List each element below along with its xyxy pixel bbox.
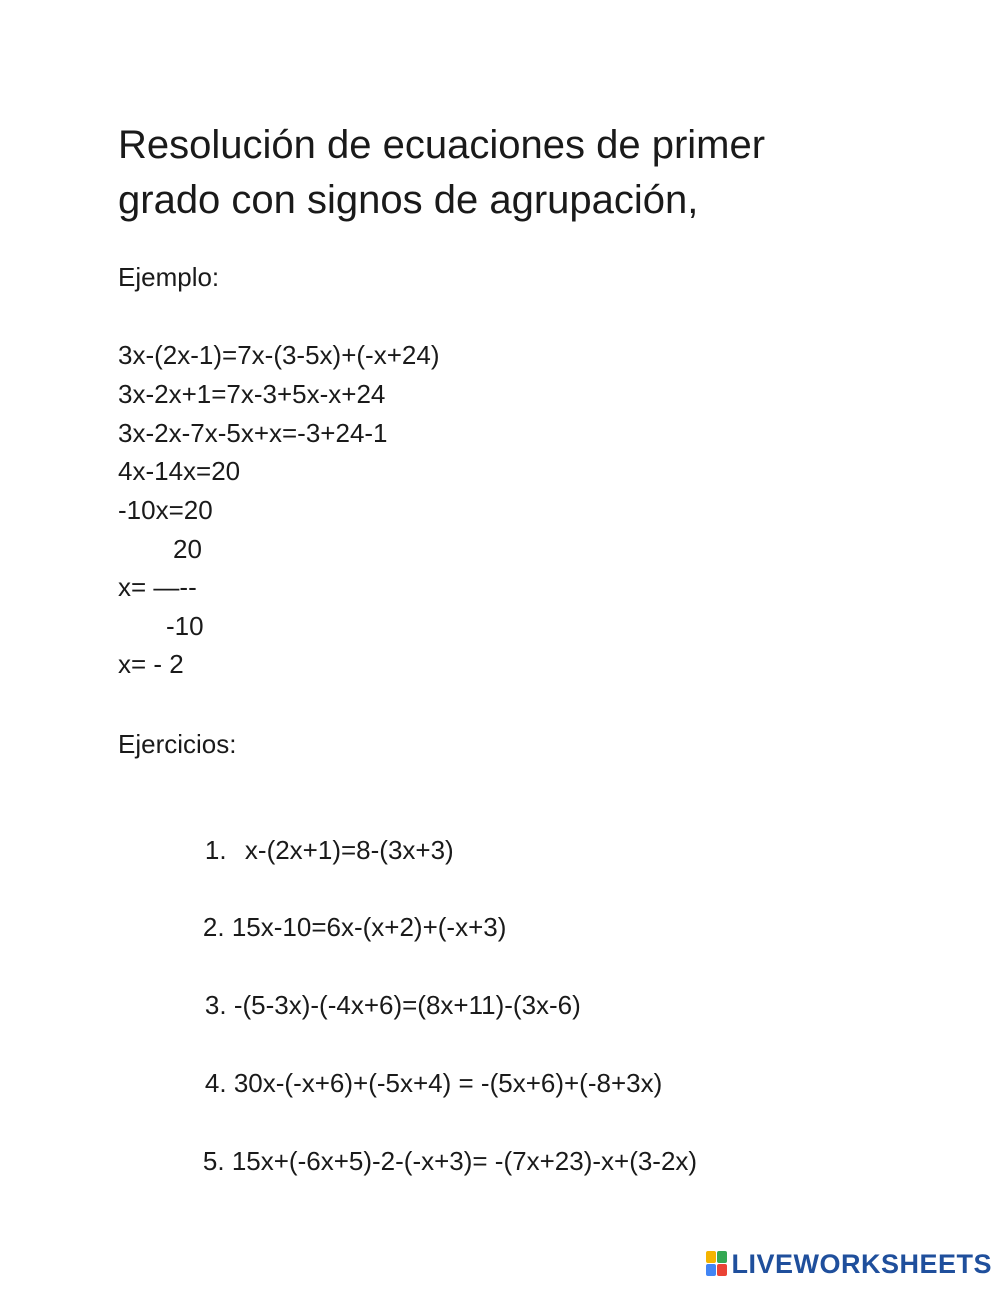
exercise-equation: -(5-3x)-(-4x+6)=(8x+11)-(3x-6) [233, 990, 581, 1020]
example-result: x= - 2 [118, 649, 184, 679]
example-step: 3x-2x-7x-5x+x=-3+24-1 [118, 418, 388, 448]
fraction-line: x= —-- [118, 572, 197, 602]
example-step: 4x-14x=20 [118, 456, 241, 486]
example-label: Ejemplo: [118, 262, 220, 292]
fraction-numerator: 20 [173, 534, 202, 564]
exercise-number: 3. [204, 990, 227, 1020]
page-title: Resolución de ecuaciones de primer grado con signos de agrupación, [118, 123, 766, 222]
liveworksheets-logo [706, 1249, 992, 1279]
brand-name: LIVEWORKSHEETS [731, 1248, 992, 1279]
exercise-equation: 15x+(-6x+5)-2-(-x+3)= -(7x+23)-x+(3-2x) [231, 1146, 698, 1176]
example-step: 3x-(2x-1)=7x-(3-5x)+(-x+24) [118, 340, 440, 370]
exercise-item [176, 1038, 662, 1128]
exercise-item [174, 1116, 697, 1206]
exercise-number: 5. [202, 1146, 225, 1176]
exercise-number: 2. [202, 912, 225, 942]
exercise-number: 1. [204, 835, 227, 865]
liveworksheets-logo-icon [706, 1251, 728, 1277]
exercise-number: 4. [204, 1068, 227, 1098]
exercise-item [174, 882, 506, 972]
example-step: -10x=20 [118, 495, 213, 525]
exercises-label: Ejercicios: [118, 729, 237, 759]
fraction-denominator: -10 [166, 611, 204, 641]
exercise-equation: 15x-10=6x-(x+2)+(-x+3) [231, 912, 507, 942]
exercise-equation: 30x-(-x+6)+(-5x+4) = -(5x+6)+(-8+3x) [233, 1068, 663, 1098]
exercise-item [176, 960, 581, 1050]
example-step: 3x-2x+1=7x-3+5x-x+24 [118, 379, 386, 409]
exercise-equation: x-(2x+1)=8-(3x+3) [244, 835, 454, 865]
